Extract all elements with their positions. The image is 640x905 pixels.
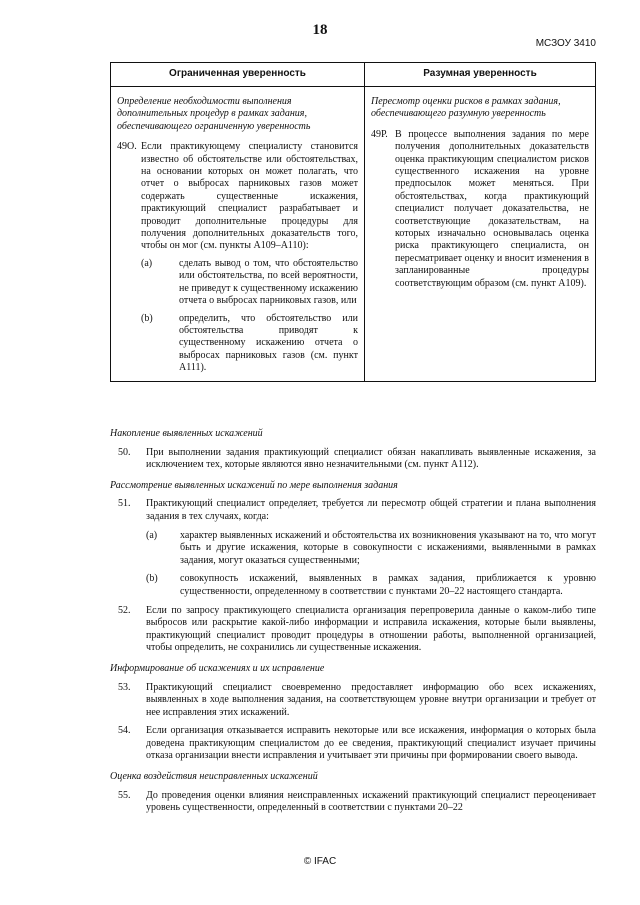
subitem-text: определить, что обстоятельство или обстоятельства приводят к существенному искажению отчета о выбросах парниковых газов (см. пункт A111). xyxy=(179,312,358,374)
item-text: Практикующий специалист своевременно предоставляет информацию обо всех искажениях, выявленных в ходе выполнения задания, на соответствующем уровне внутри организации и требует от нее исправления этих искажений. xyxy=(146,681,596,718)
item-text: До проведения оценки влияния неисправленных искажений практикующий специалист переоценивает уровень существенности, определенный в соответствии с пунктами 20–22 xyxy=(146,789,596,814)
paragraph-55 xyxy=(110,790,596,815)
header-limited-assurance: Ограниченная уверенность xyxy=(111,63,365,87)
section-heading: Оценка воздействия неисправленных искажений xyxy=(110,771,318,783)
paragraph-50 xyxy=(110,447,596,472)
item-number: 50. xyxy=(118,446,131,458)
left-subheading: Определение необходимости выполнения дополнительных процедур в рамках задания, обеспечивающего ограниченную уверенность xyxy=(117,96,311,132)
item-number: 53. xyxy=(118,681,131,693)
subitem-b xyxy=(117,313,358,375)
subitem-number: (a) xyxy=(141,257,153,269)
limited-assurance-cell xyxy=(111,87,365,382)
subitem-51a xyxy=(146,530,596,568)
paragraph-53 xyxy=(110,682,596,720)
subitem-number: (a) xyxy=(146,529,158,541)
paragraph-text: Если практикующему специалисту становится известно об обстоятельстве или обстоятельствах, на основании которых он может полагать, что отчет о выбросах парниковых газов может содержать существенные искажения, практикующий специалист разрабатывает и проводит дополнительные процедуры для получения дополнительных доказательств того, чтобы он мог (см. пункты A109–A110): xyxy=(141,141,358,252)
item-text: Если организация отказывается исправить некоторые или все искажения, информация о которых была доведена практикующим специалистом до ее сведения, практикующий специалист изучает причины отказа организации внести исправления и учитывает эти причины при формировании своего вывода. xyxy=(146,725,596,762)
reasonable-assurance-cell xyxy=(365,87,596,382)
paragraph-52 xyxy=(110,605,596,655)
header-reasonable-assurance: Разумная уверенность xyxy=(365,63,596,87)
item-text: Практикующий специалист определяет, требуется ли пересмотр общей стратегии и плана выполнения задания в тех случаях, когда: xyxy=(146,498,596,522)
subitem-51b xyxy=(146,573,596,598)
subitem-number: (b) xyxy=(141,312,153,324)
item-text: Если по запросу практикующего специалиста организация перепроверила данные о каком-либо типе выбросов или раскрытие какой-либо информации и исправила искажения, которые были выявлены, практикующий специалист проводит процедуры в отношении работы, выполненной организацией, чтобы определить, не сохранились ли существенные искажения. xyxy=(146,604,596,654)
paragraph-number: 49О. xyxy=(117,141,137,153)
subitem-text: совокупность искажений, выявленных в рамках задания, приближается к уровню существенности, определенному в соответствии с пунктами 20–22 настоящего стандарта. xyxy=(180,573,596,597)
item-text: При выполнении задания практикующий специалист обязан накапливать выявленные искажения, за исключением тех, которые являются явно незначительными (см. пункт A112). xyxy=(146,446,596,471)
copyright-footer: © IFAC xyxy=(303,856,337,867)
item-number: 54. xyxy=(118,725,131,737)
item-number: 51. xyxy=(118,498,131,510)
item-number: 55. xyxy=(118,789,131,801)
section-heading: Информирование об искажениях и их исправление xyxy=(110,662,325,674)
page-number: 18 xyxy=(312,22,328,38)
subitem-text: сделать вывод о том, что обстоятельство или обстоятельства, по всей вероятности, не приведут к существенному искажению отчета о выбросах парниковых газов, или xyxy=(179,257,358,307)
subitem-text: характер выявленных искажений и обстоятельства их возникновения указывают на то, что могут быть и другие искажения, которые в совокупности с искажениями, выявленными в рамках задания, могут оказаться существенными; xyxy=(180,529,596,566)
item-number: 52. xyxy=(118,604,131,616)
section-heading: Рассмотрение выявленных искажений по мере выполнения задания xyxy=(110,479,398,491)
paragraph-54 xyxy=(110,725,596,763)
document-code: МСЗОУ 3410 xyxy=(535,38,596,49)
right-subheading: Пересмотр оценки рисков в рамках задания, обеспечивающего разумную уверенность xyxy=(371,96,561,120)
subitem-a xyxy=(117,258,358,308)
paragraph-51 xyxy=(110,498,596,523)
section-heading: Накопление выявленных искажений xyxy=(110,428,263,439)
paragraph-49r xyxy=(371,129,589,290)
paragraph-49l xyxy=(117,141,358,253)
comparison-table xyxy=(110,62,596,382)
paragraph-number: 49Р. xyxy=(371,128,388,140)
body-text xyxy=(110,420,596,821)
paragraph-text: В процессе выполнения задания по мере получения дополнительных доказательств оценка практикующим специалистом рисков существенного искажения на уровне предпосылок может меняться. При обстоятельствах, когда практикующий специалист получает доказательства, не соответствующие доказательствам, на которых изначально основывалась оценка риска практикующего специалиста, он пересматривает оценку и вносит изменения в запланированные процедуры соответствующим образом (см. пункт A109). xyxy=(395,128,589,289)
subitem-number: (b) xyxy=(146,573,158,585)
